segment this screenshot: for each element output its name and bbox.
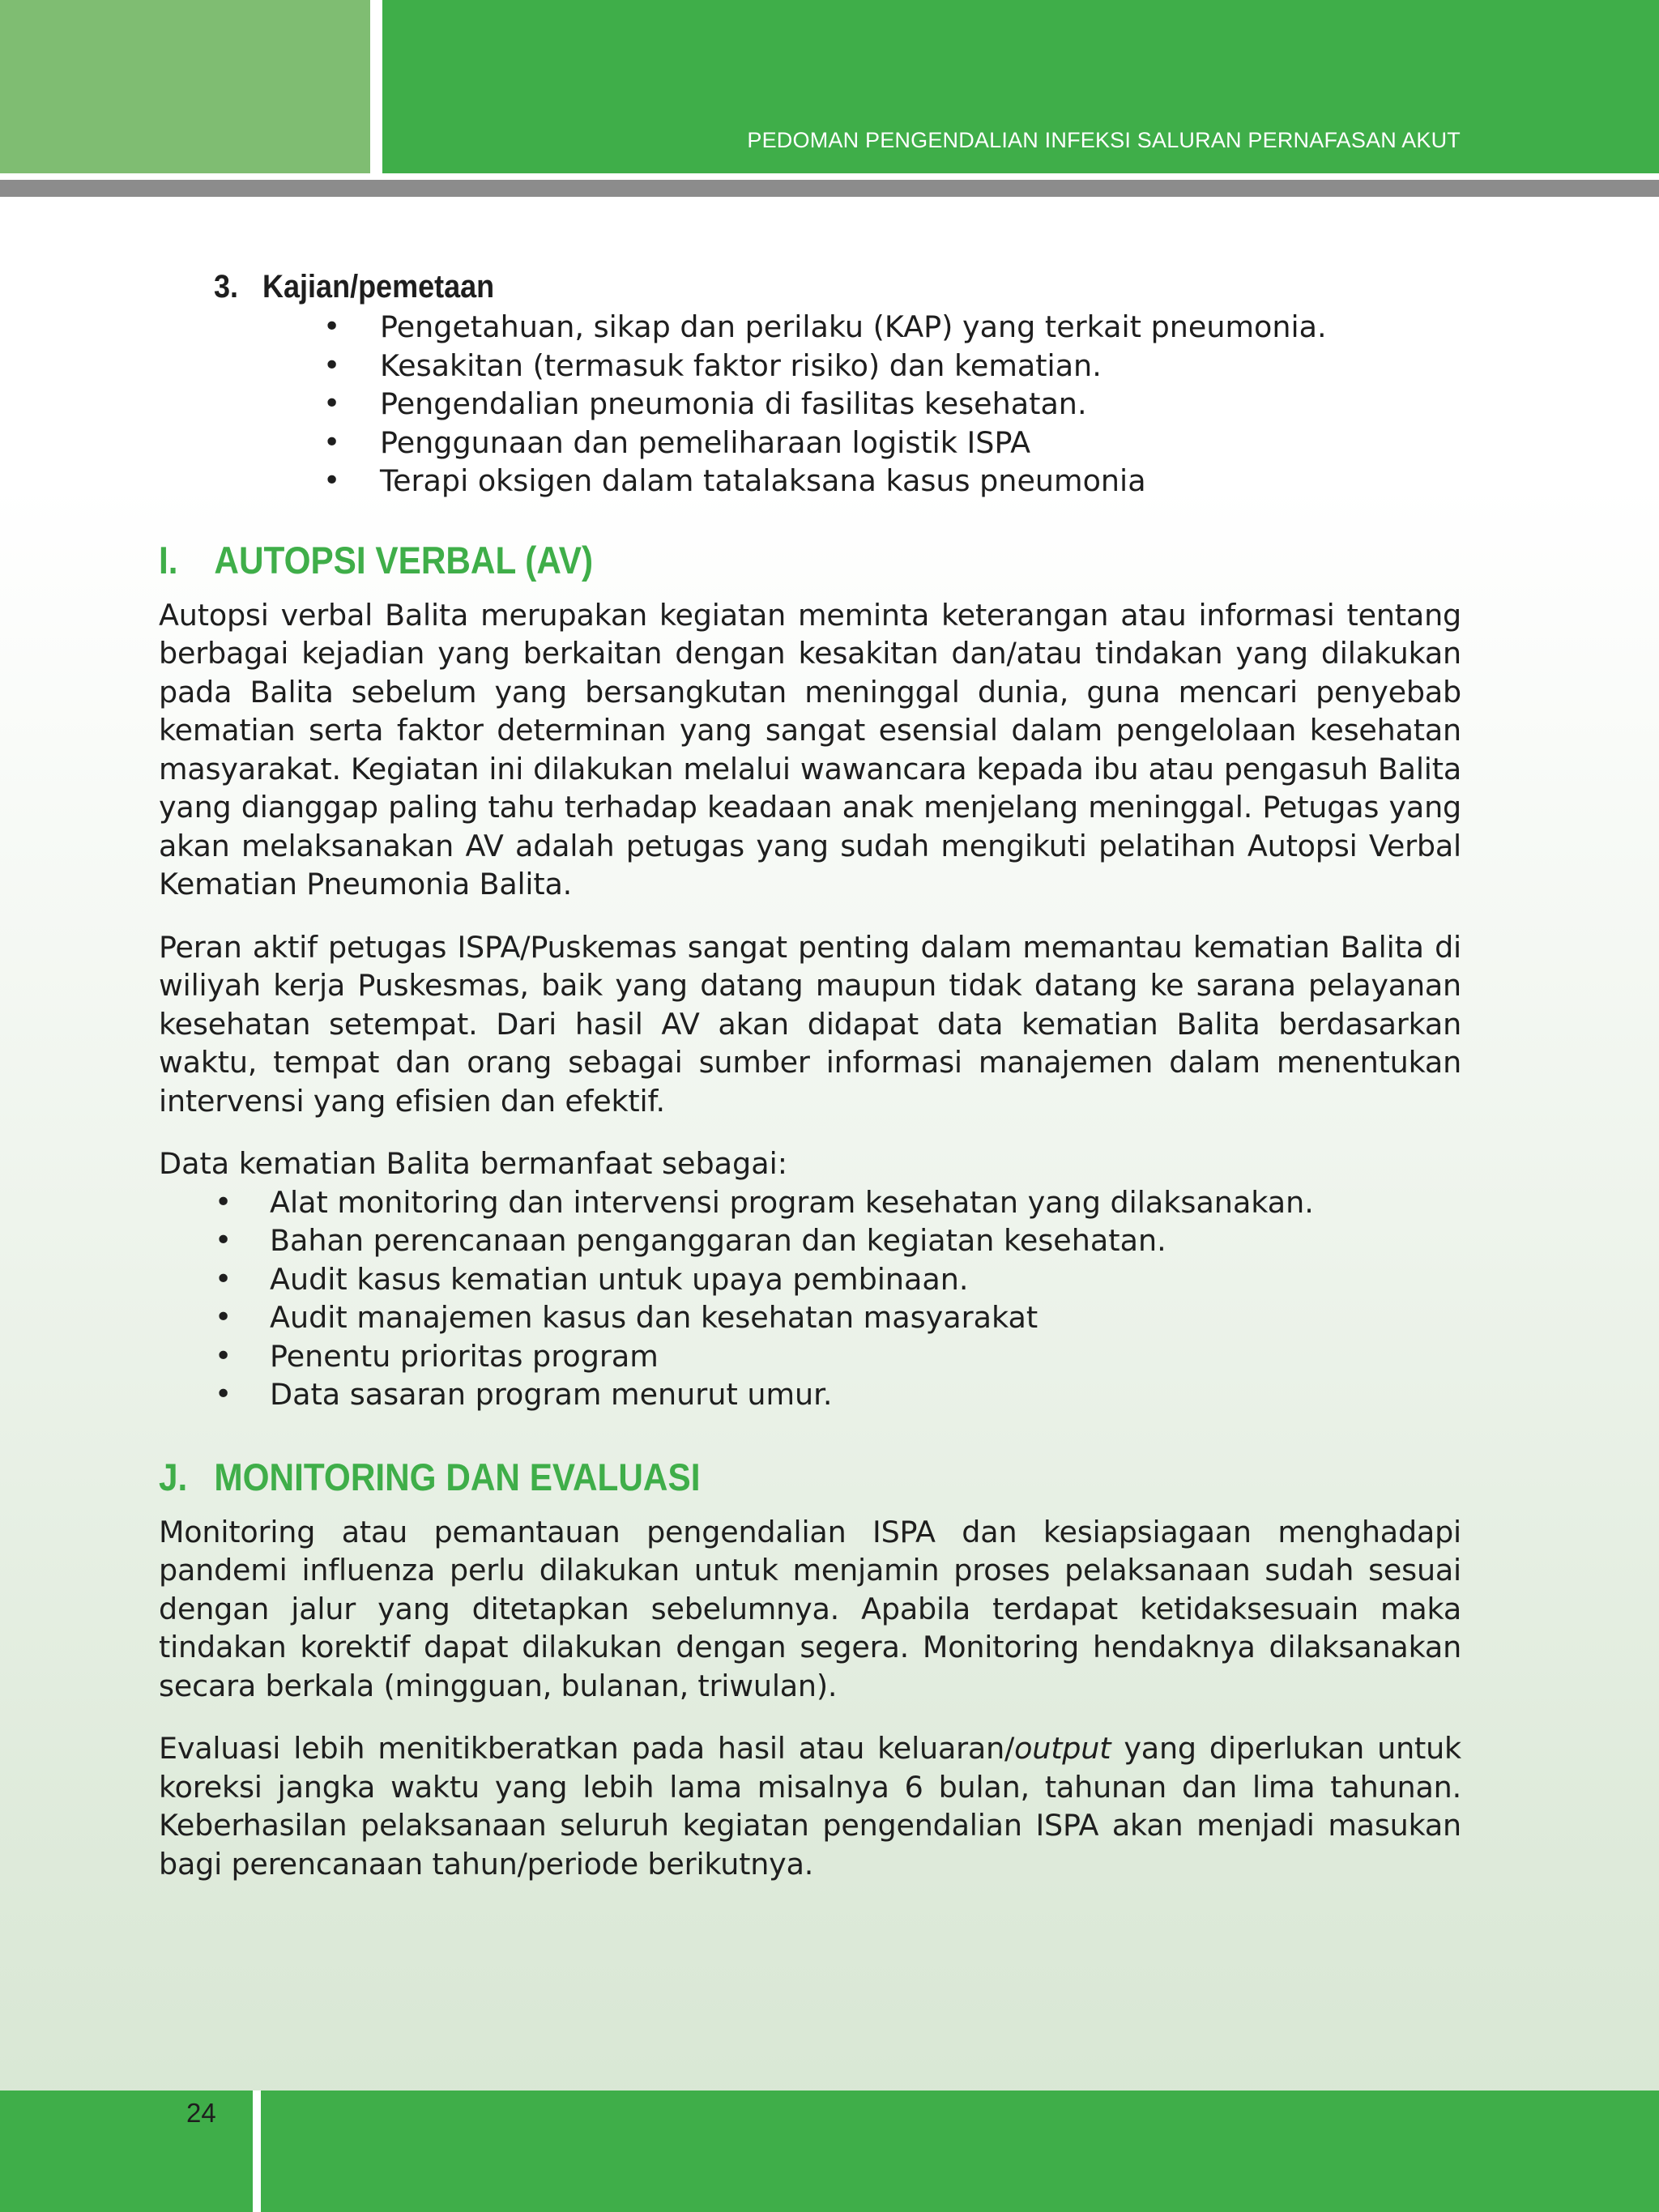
page-content — [159, 266, 1461, 1883]
bullet-icon: • — [215, 1224, 232, 1257]
section-i-paragraph-1: Autopsi verbal Balita merupakan kegiatan meminta keterangan atau informasi tentang berbagai kejadian yang berkaitan dengan kesakitan dan/atau tindakan yang dilakukan pada Balita sebelum yang bersangkutan meninggal dunia, guna mencari penyebab kematian serta faktor determinan yang sangat esensial dalam pengelolaan kesehatan masyarakat. Kegiatan ini dilakukan melalui wawancara kepada ibu atau pengasuh Balita yang dianggap paling tahu terhadap keadaan anak menjelang meninggal. Petugas yang akan melaksanakan AV adalah petugas yang sudah mengikuti pelatihan Autopsi Verbal Kematian Pneumonia Balita. — [159, 597, 1461, 901]
section-j-paragraph-1: Monitoring atau pemantauan pengendalian ISPA dan kesiapsiagaan menghadapi pandemi influenza perlu dilakukan untuk menjamin proses pelaksanaan sudah sesuai dengan jalur yang ditetapkan sebelumnya. Apabila terdapat ketidaksesuain maka tindakan korektif dapat dilakukan dengan segera. Monitoring hendaknya dilaksanakan secara berkala (mingguan, bulanan, triwulan). — [159, 1514, 1461, 1703]
section-i-list — [159, 1183, 1461, 1414]
kajian-list — [159, 308, 1461, 501]
bullet-icon: • — [215, 1378, 232, 1411]
list-item: • Kesakitan (termasuk faktor risiko) dan kematian. — [159, 347, 1461, 386]
section-i-paragraph-2: Peran aktif petugas ISPA/Puskemas sangat penting dalam memantau kematian Balita di wiliyah kerja Puskesmas, baik yang datang maupun tidak datang ke sarana pelayanan kesehatan setempat. Dari hasil AV akan didapat data kematian Balita berdasarkan waktu, tempat dan orang sebagai sumber informasi manajemen dalam menentukan intervensi yang efisien dan efektif. — [159, 929, 1461, 1119]
header-left-block — [0, 0, 370, 173]
kajian-heading: 3. Kajian/pemetaan — [214, 269, 495, 305]
section-i-heading — [159, 536, 1331, 585]
list-item: • Data sasaran program menurut umur. — [159, 1375, 1461, 1414]
header-gray-bar — [0, 180, 1659, 197]
section-j-paragraph-2: Evaluasi lebih menitikberatkan pada hasil atau keluaran/output yang diperlukan untuk koreksi jangka waktu yang lebih lama misalnya 6 bulan, tahunan dan lima tahunan. Keberhasilan pelaksanaan seluruh kegiatan pengendalian ISPA akan menjadi masukan bagi perencanaan tahun/periode berikutnya. — [159, 1731, 1461, 1882]
bullet-icon: • — [323, 348, 341, 382]
bullet-icon: • — [215, 1185, 232, 1219]
section-i-list-intro: Data kematian Balita bermanfaat sebagai: — [159, 1146, 788, 1181]
bullet-icon: • — [215, 1301, 232, 1334]
section-i-letter: I. — [159, 538, 178, 582]
header-title: PEDOMAN PENGENDALIAN INFEKSI SALURAN PERNAFASAN AKUT — [747, 128, 1461, 152]
list-item: • Alat monitoring dan intervensi program kesehatan yang dilaksanakan. — [159, 1183, 1461, 1222]
list-item: • Terapi oksigen dalam tatalaksana kasus pneumonia — [159, 462, 1461, 501]
section-j-title: MONITORING DAN EVALUASI — [214, 1455, 701, 1498]
bullet-icon: • — [215, 1339, 232, 1373]
section-j-heading — [159, 1453, 1331, 1502]
bullet-icon: • — [323, 425, 341, 459]
list-item: • Bahan perencanaan penganggaran dan kegiatan kesehatan. — [159, 1221, 1461, 1260]
list-item: • Penentu prioritas program — [159, 1337, 1461, 1376]
list-item: • Penggunaan dan pemeliharaan logistik ISPA — [159, 424, 1461, 462]
section-i-title: AUTOPSI VERBAL (AV) — [214, 538, 594, 582]
footer-right-block — [261, 2091, 1659, 2212]
list-item: • Audit kasus kematian untuk upaya pembinaan. — [159, 1260, 1461, 1299]
output-italic-term: output — [1014, 1731, 1111, 1766]
bullet-icon: • — [323, 464, 341, 497]
list-item: • Audit manajemen kasus dan kesehatan masyarakat — [159, 1298, 1461, 1337]
list-item: • Pengendalian pneumonia di fasilitas kesehatan. — [159, 385, 1461, 424]
footer-divider — [253, 2091, 261, 2212]
header-divider-line — [0, 173, 1659, 180]
page-number: 24 — [186, 2098, 216, 2128]
bullet-icon: • — [323, 310, 341, 343]
bullet-icon: • — [215, 1262, 232, 1296]
list-item: • Pengetahuan, sikap dan perilaku (KAP) yang terkait pneumonia. — [159, 308, 1461, 347]
section-j-letter: J. — [159, 1455, 188, 1498]
bullet-icon: • — [323, 387, 341, 420]
